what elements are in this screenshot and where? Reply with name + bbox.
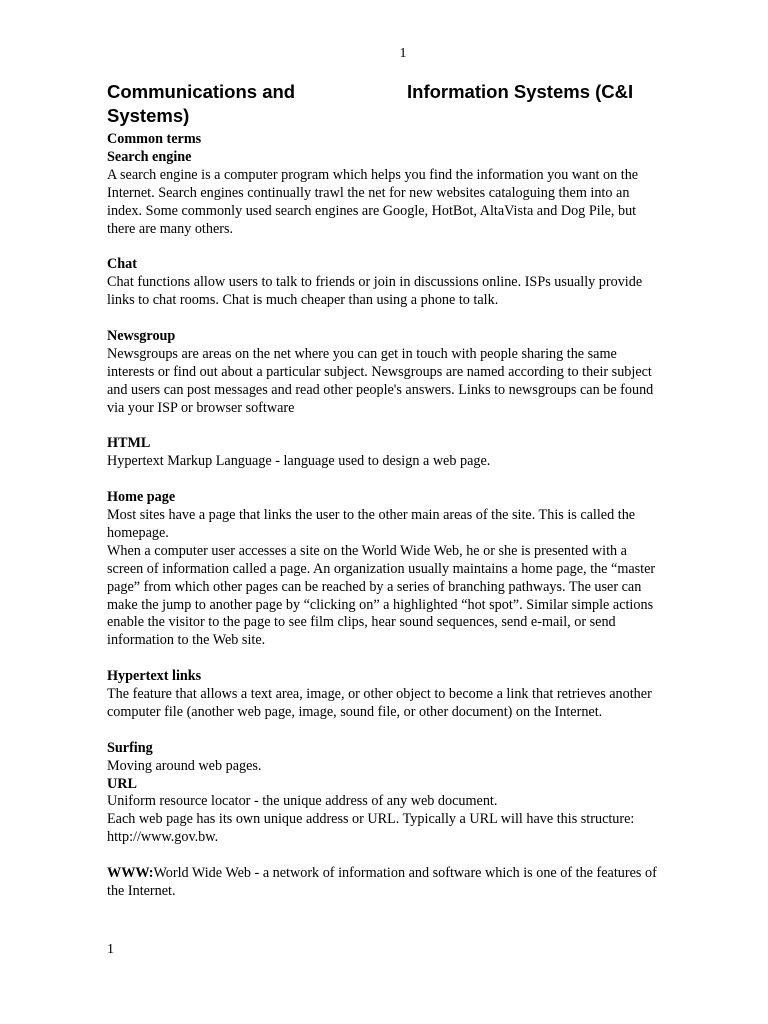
home-page-heading: Home page — [107, 489, 176, 506]
newsgroup-line: and users can post messages and read other people's answers. Links to newsgroups can be found — [107, 381, 654, 398]
home-page-line: When a computer user accesses a site on the World Wide Web, he or she is presented with a — [107, 542, 627, 559]
url-line: Each web page has its own unique address or URL. Typically a URL will have this structure: — [107, 811, 635, 828]
home-page-line: Most sites have a page that links the user to the other main areas of the site. This is called the — [107, 506, 636, 523]
search-engine-line: A search engine is a computer program which helps you find the information you want on the — [107, 166, 639, 183]
home-page-line: page” from which other pages can be reached by a series of branching pathways. The user can — [107, 578, 642, 595]
page-number-top: 1 — [399, 46, 407, 61]
www-line: the Internet. — [107, 882, 176, 899]
home-page-line: information to the Web site. — [107, 632, 266, 649]
html-line: Hypertext Markup Language - language used to design a web page. — [107, 453, 491, 470]
url-line: Uniform resource locator - the unique address of any web document. — [107, 793, 498, 810]
www-heading: WWW: — [107, 865, 154, 882]
html-heading: HTML — [107, 435, 151, 452]
url-line: http://www.gov.bw. — [107, 829, 219, 846]
chat-line: Chat functions allow users to talk to friends or join in discussions online. ISPs usually provide — [107, 274, 643, 291]
surfing-line: Moving around web pages. — [107, 757, 262, 774]
search-engine-line: there are many others. — [107, 220, 234, 237]
search-engine-heading: Search engine — [107, 148, 192, 165]
home-page-line: screen of information called a page. An organization usually maintains a home page, the “master — [107, 560, 656, 577]
search-engine-line: index. Some commonly used search engines are Google, HotBot, AltaVista and Dog Pile, but — [107, 202, 637, 219]
common-terms-heading: Common terms — [107, 131, 202, 147]
newsgroup-heading: Newsgroup — [107, 327, 176, 344]
title-part-1: Communications and — [107, 81, 296, 102]
search-engine-line: Internet. Search engines continually trawl the net for new websites cataloguing them into an — [107, 184, 630, 201]
newsgroup-line: interests or find out about a particular subject. Newsgroups are named according to their subject — [107, 363, 652, 380]
hypertext-links-line: The feature that allows a text area, image, or other object to become a link that retrieves another — [107, 686, 652, 703]
newsgroup-line: Newsgroups are areas on the net where you can get in touch with people sharing the same — [107, 345, 617, 362]
hypertext-links-line: computer file (another web page, image, sound file, or other document) on the Internet. — [107, 703, 603, 720]
home-page-line: enable the visitor to the page to see film clips, hear sound sequences, send e-mail, or send — [107, 614, 616, 631]
chat-heading: Chat — [107, 256, 137, 273]
home-page-line: homepage. — [107, 524, 169, 541]
url-heading: URL — [107, 775, 137, 792]
document-body — [107, 131, 707, 901]
surfing-heading: Surfing — [107, 739, 153, 756]
title-part-2: Information Systems (C&I — [407, 81, 634, 102]
home-page-line: make the jump to another page by “clicking on” a highlighted “hot spot”. Similar simple actions — [107, 596, 654, 613]
hypertext-links-heading: Hypertext links — [107, 668, 202, 685]
www-line — [107, 865, 707, 883]
page-number-bottom: 1 — [107, 942, 114, 957]
title-part-3: Systems) — [107, 105, 190, 126]
chat-line: links to chat rooms. Chat is much cheaper than using a phone to talk. — [107, 292, 499, 309]
www-definition: World Wide Web - a network of information and software which is one of the features of — [153, 865, 657, 882]
newsgroup-line: via your ISP or browser software — [107, 399, 295, 416]
